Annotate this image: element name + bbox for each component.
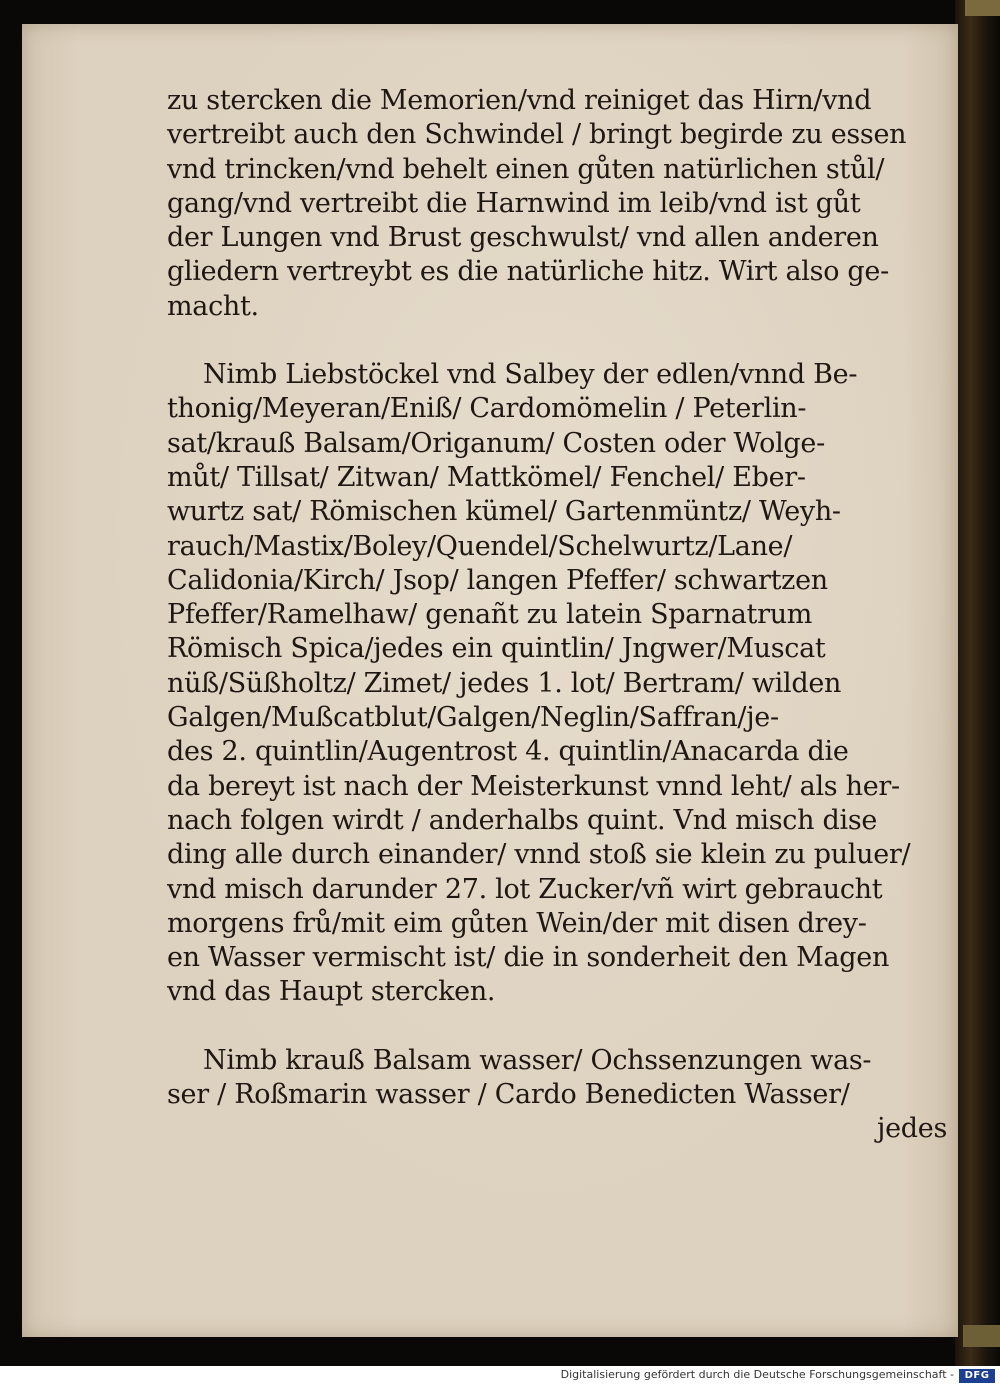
book-spine-edge [955, 0, 1000, 1366]
text-line: můt/ Tillsat/ Zitwan/ Mattkömel/ Fenchel/ Eber- [167, 461, 806, 493]
text-line: Calidonia/Kirch/ Jsop/ langen Pfeffer/ schwartzen [167, 564, 828, 596]
digitization-footer [0, 1366, 1000, 1386]
text-line: Galgen/Mußcatblut/Galgen/Neglin/Saffran/je- [167, 702, 779, 734]
text-line: nach folgen wirdt / anderhalbs quint. Vnd misch dise [167, 804, 878, 836]
text-line: Römisch Spica/jedes ein quintlin/ Jngwer/Muscat [167, 633, 826, 665]
dfg-logo: DFG [959, 1369, 995, 1383]
text-line: vertreibt auch den Schwindel / bringt begirde zu essen [167, 119, 907, 151]
text-line: morgens frů/mit eim gůten Wein/der mit disen drey- [167, 907, 867, 939]
text-line: da bereyt ist nach der Meisterkunst vnnd leht/ als her- [167, 770, 900, 802]
text-line: sat/krauß Balsam/Origanum/ Costen oder Wolge- [167, 427, 825, 459]
text-line: zu stercken die Memorien/vnd reiniget das Hirn/vnd [167, 85, 872, 116]
text-line: des 2. quintlin/Augentrost 4. quintlin/Anacarda die [167, 736, 849, 768]
text-line: der Lungen vnd Brust geschwulst/ vnd allen anderen [167, 222, 879, 254]
text-line: vnd trincken/vnd behelt einen gůten natürlichen stůl/ [167, 153, 885, 185]
text-line: vnd das Haupt stercken. [167, 976, 496, 1008]
footer-credit: Digitalisierung gefördert durch die Deutsche Forschungsgemeinschaft - [560, 1368, 954, 1381]
paragraph-gap [167, 1010, 947, 1044]
text-line: rauch/Mastix/Boley/Quendel/Schelwurtz/Lane/ [167, 530, 793, 562]
text-line: thonig/Meyeran/Eniß/ Cardomömelin / Peterlin- [167, 393, 807, 425]
page-text-block [167, 84, 947, 1147]
text-line: nüß/Süßholtz/ Zimet/ jedes 1. lot/ Bertram/ wilden [167, 667, 842, 699]
paragraph-gap [167, 324, 947, 358]
book-page [22, 24, 958, 1337]
text-line: ding alle durch einander/ vnnd stoß sie klein zu puluer/ [167, 839, 911, 871]
text-line: Nimb Liebstöckel vnd Salbey der edlen/vnnd Be- [203, 359, 858, 391]
page-tab-top [965, 0, 1000, 16]
text-line: macht. [167, 290, 259, 322]
text-line: gliedern vertreybt es die natürliche hitz. Wirt also ge- [167, 256, 889, 288]
page-tab-bottom [963, 1325, 1000, 1347]
text-line: en Wasser vermischt ist/ die in sonderheit den Magen [167, 942, 890, 974]
text-line: gang/vnd vertreibt die Harnwind im leib/vnd ist gůt [167, 187, 861, 219]
text-line: wurtz sat/ Römischen kümel/ Gartenmüntz/ Weyh- [167, 496, 841, 528]
text-line: Pfeffer/Ramelhaw/ genañt zu latein Sparnatrum [167, 599, 813, 631]
text-line: ser / Roßmarin wasser / Cardo Benedicten Wasser/ [167, 1079, 850, 1111]
text-line: Nimb krauß Balsam wasser/ Ochssenzungen was- [203, 1044, 872, 1076]
text-line: vnd misch darunder 27. lot Zucker/vñ wirt gebraucht [167, 873, 883, 905]
catchword: jedes [877, 1113, 947, 1145]
